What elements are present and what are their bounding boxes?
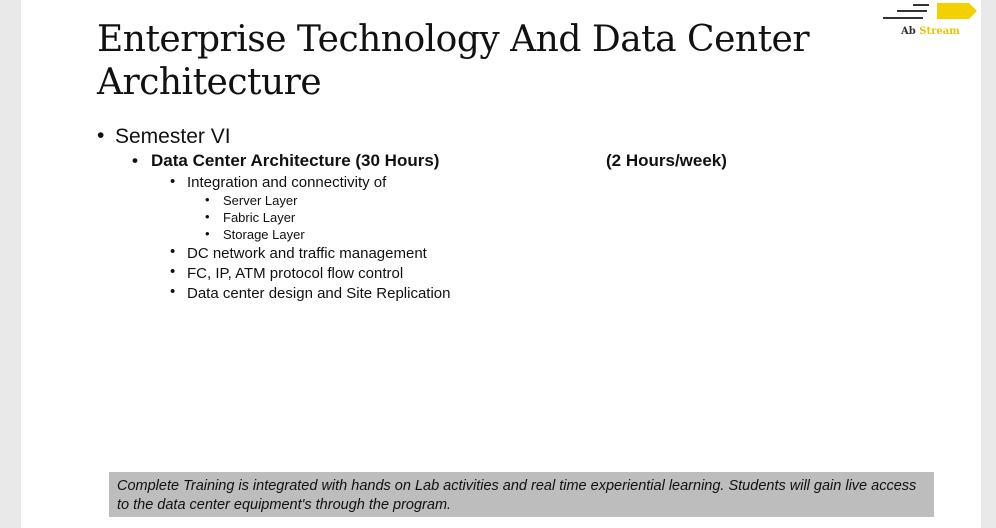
layer-item: Storage Layer [223,227,305,242]
course-hours-per-week: (2 Hours/week) [606,151,727,170]
bullet-icon: • [205,192,210,207]
footer-note [109,472,934,517]
bullet-icon: • [97,124,105,147]
layer-item: Server Layer [223,193,298,208]
footer-text: Complete Training is integrated with hands on Lab activities and real time experiential learning. Students will gain live access to the data center equipment's through the program. [117,478,917,513]
bullet-icon: • [170,283,176,300]
layer-item: Fabric Layer [223,210,296,225]
slide-title: Enterprise Technology And Data Center Architecture [97,19,810,103]
topic-protocols: FC, IP, ATM protocol flow control [187,265,404,282]
topic-dc-network: DC network and traffic management [187,245,427,262]
bullet-icon: • [170,173,176,190]
bullet-icon: • [132,151,138,170]
slide [21,0,981,528]
topic-design: Data center design and Site Replication [187,285,451,302]
bullet-icon: • [170,243,176,260]
topic-integration: Integration and connectivity of [187,174,387,191]
bullet-icon: • [170,263,176,280]
semester-label: Semester VI [115,125,231,148]
logo-arrow-icon [883,2,977,26]
bullet-icon: • [205,226,210,241]
logo-text: Ab Stream [901,26,960,37]
course-name: Data Center Architecture (30 Hours) [151,151,440,170]
bullet-icon: • [205,209,210,224]
ab-stream-logo [883,2,977,42]
